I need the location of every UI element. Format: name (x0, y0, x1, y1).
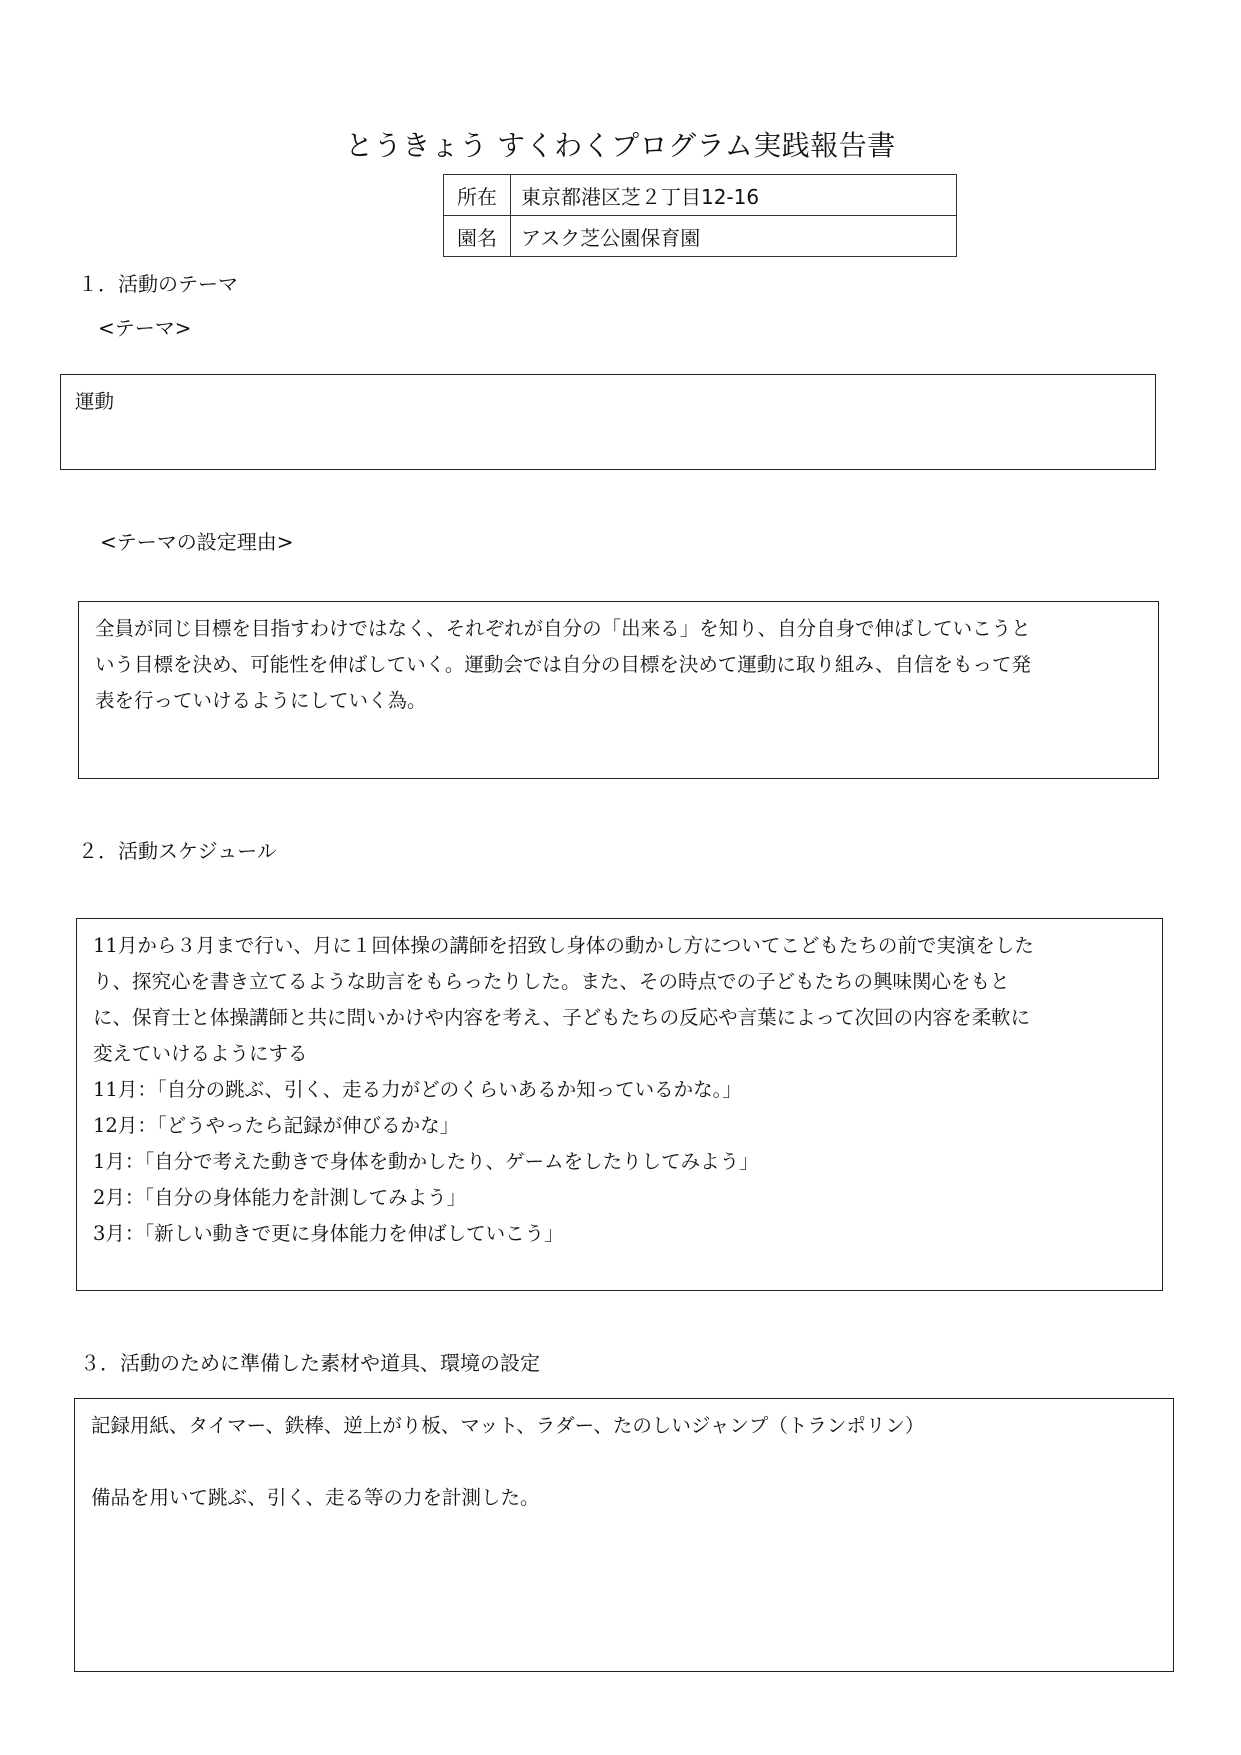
location-row (444, 175, 957, 216)
theme-text: 運動 (75, 390, 115, 413)
section-1-heading: １．活動のテーマ (78, 272, 238, 296)
reason-line: いう目標を決め、可能性を伸ばしていく。運動会では自分の目標を決めて運動に取り組み、自信をもって発 (95, 653, 1032, 676)
schedule-line: に、保育士と体操講師と共に問いかけや内容を考え、子どもたちの反応や言葉によって次回の内容を柔軟に (93, 1006, 1031, 1029)
materials-list: 記録用紙、タイマー、鉄棒、逆上がり板、マット、ラダー、たのしいジャンプ（トランポリン） (91, 1414, 925, 1437)
theme-box (60, 374, 1156, 470)
facility-info-table (443, 174, 957, 257)
schedule-line: 1月：「自分で考えた動きで身体を動かしたり、ゲームをしたりしてみよう」 (93, 1150, 759, 1173)
schedule-line: 変えていけるようにする (93, 1042, 308, 1065)
location-label: 所在 (444, 175, 511, 216)
facility-name-label: 園名 (444, 216, 511, 257)
document-title: とうきょう すくわくプログラム実践報告書 (345, 129, 896, 162)
schedule-line: 12月：「どうやったら記録が伸びるかな」 (93, 1114, 460, 1137)
schedule-line: り、探究心を書き立てるような助言をもらったりした。また、その時点での子どもたちの興味関心をもと (93, 970, 1010, 993)
facility-name-value: アスク芝公園保育園 (511, 216, 957, 257)
materials-note: 備品を用いて跳ぶ、引く、走る等の力を計測した。 (91, 1486, 540, 1509)
spacer (91, 1444, 1157, 1480)
schedule-box (76, 918, 1163, 1291)
reason-line: 表を行っていけるようにしていく為。 (95, 689, 427, 712)
section-3-heading: ３．活動のために準備した素材や道具、環境の設定 (80, 1351, 540, 1375)
section-2-heading: ２．活動スケジュール (78, 839, 277, 863)
schedule-line: 2月：「自分の身体能力を計測してみよう」 (93, 1186, 467, 1209)
reason-line: 全員が同じ目標を目指すわけではなく、それぞれが自分の「出来る」を知り、自分自身で伸ばしていこうと (95, 617, 1031, 640)
schedule-line: 3月：「新しい動きで更に身体能力を伸ばしていこう」 (93, 1222, 564, 1245)
schedule-line: 11月から３月まで行い、月に１回体操の講師を招致し身体の動かし方についてこどもたちの前で実演をした (93, 934, 1034, 957)
schedule-line: 11月：「自分の跳ぶ、引く、走る力がどのくらいあるか知っているかな。」 (93, 1078, 742, 1101)
materials-box (74, 1398, 1174, 1672)
theme-label: <テーマ> (98, 316, 192, 340)
theme-reason-box (78, 601, 1159, 779)
theme-reason-label: <テーマの設定理由> (100, 530, 294, 554)
location-value: 東京都港区芝２丁目12-16 (511, 175, 957, 216)
facility-name-row (444, 216, 957, 257)
